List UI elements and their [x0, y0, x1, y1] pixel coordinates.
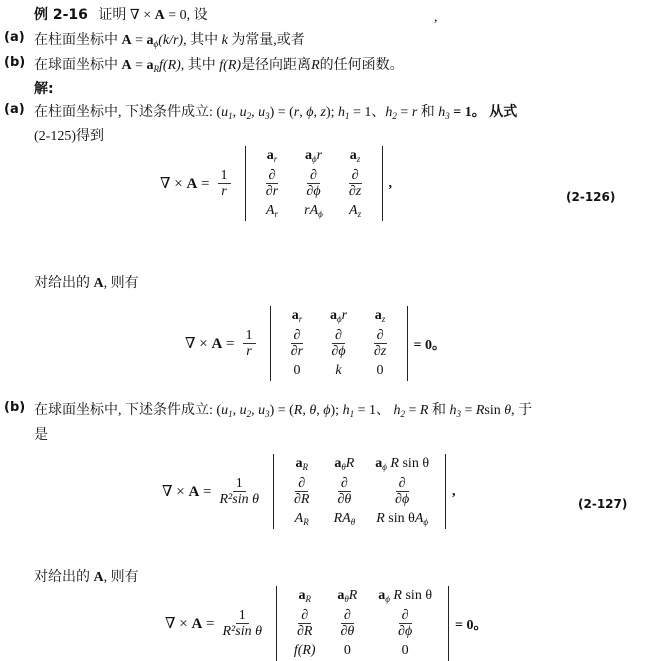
scale-fraction: [223, 608, 262, 639]
text-segment: sin θ: [398, 456, 430, 471]
partial-derivative: [331, 328, 345, 359]
text-segment: a: [298, 588, 306, 603]
text-segment: u: [258, 403, 266, 418]
determinant-table: [283, 586, 442, 661]
given-a: [34, 29, 305, 49]
text-segment: 在球面坐标中, 下述条件成立: (: [34, 403, 222, 418]
text-segment: ϕ: [323, 403, 331, 418]
text-segment: A: [121, 58, 132, 73]
text-segment: ϕ: [336, 314, 342, 324]
partial-derivative: [374, 328, 387, 359]
partial-denominator: ∂ϕ: [306, 184, 321, 199]
text-segment: u: [258, 105, 266, 120]
text-segment: a: [374, 308, 382, 323]
vector-A: A: [188, 484, 200, 500]
text-segment: ) = (: [269, 403, 294, 418]
determinant-cell: [277, 326, 318, 361]
text-segment: 对给出的: [34, 276, 94, 291]
determinant-cell: [365, 509, 439, 529]
text-segment: a: [334, 456, 342, 471]
text-segment: );: [325, 105, 339, 120]
text-segment: sin θ: [384, 511, 415, 526]
determinant: [276, 586, 449, 661]
partial-denominator: ∂θ: [340, 624, 355, 639]
text-segment: ϕ: [385, 594, 390, 604]
text-segment: ϕ: [382, 462, 387, 472]
partial-denominator: ∂θ: [337, 492, 352, 507]
partial-numerator: ∂: [374, 328, 387, 344]
curl-lhs: [165, 614, 215, 633]
text-segment: z: [381, 314, 386, 324]
determinant-table: [277, 306, 401, 381]
partial-denominator: ∂ϕ: [331, 344, 346, 359]
text-segment: =: [131, 33, 147, 48]
text-segment: f(R): [219, 58, 242, 73]
fraction-numerator: 1: [236, 608, 249, 624]
text-segment: 1: [345, 111, 350, 121]
text-segment: ,: [232, 403, 240, 418]
equation-number-2-126: (2-126): [566, 190, 616, 204]
partial-denominator: ∂r: [265, 184, 279, 199]
partial-numerator: ∂: [291, 328, 304, 344]
text-segment: θ: [504, 403, 512, 418]
text-segment: sin θ: [401, 588, 433, 603]
determinant-cell: [335, 146, 376, 166]
partial-numerator: ∂: [341, 608, 354, 624]
determinant-row: [277, 361, 401, 381]
text-segment: 3: [265, 111, 270, 121]
text-segment: 2: [400, 409, 405, 419]
determinant-cell: [317, 306, 359, 326]
vector-A: A: [211, 336, 223, 352]
determinant-cell: [323, 509, 365, 529]
text-segment: , 于: [511, 403, 533, 418]
determinant-cell: [335, 201, 376, 221]
partial-derivative: [337, 476, 351, 507]
text-segment: A: [294, 511, 304, 526]
partial-denominator: ∂r: [290, 344, 304, 359]
text-segment: r: [298, 314, 303, 324]
determinant-cell: [365, 474, 439, 509]
determinant-row: [277, 306, 401, 326]
text-segment: A: [93, 276, 104, 291]
text-segment: =: [396, 105, 412, 120]
equation-2-127: [162, 454, 456, 529]
text-segment: 3: [265, 409, 270, 419]
partial-denominator: ∂ϕ: [395, 492, 410, 507]
text-segment: u: [239, 105, 247, 120]
text-segment: (k/r): [158, 33, 184, 48]
text-segment: u: [239, 403, 247, 418]
vector-A: A: [191, 616, 203, 632]
partial-numerator: ∂: [338, 476, 351, 492]
nabla-cross: ∇ ×: [165, 616, 192, 632]
determinant-row: [252, 201, 376, 221]
text-segment: A: [265, 203, 275, 218]
determinant-table: [252, 146, 376, 221]
text-segment: 0: [343, 643, 351, 658]
partial-derivative: [294, 476, 309, 507]
text-segment: 1: [228, 409, 233, 419]
determinant-cell: [326, 586, 368, 606]
text-segment: r: [316, 148, 323, 163]
partial-denominator: ∂ϕ: [398, 624, 413, 639]
text-segment: z: [320, 105, 326, 120]
equation-a-result: [185, 306, 446, 381]
text-segment: ϕ: [306, 105, 314, 120]
text-segment: 和: [417, 105, 439, 120]
equation-suffix: ,: [388, 175, 393, 191]
text-segment: RA: [333, 511, 351, 526]
part-b-label: (b): [4, 55, 26, 70]
fraction-denominator: r: [221, 184, 227, 199]
stray-mark: ,: [434, 10, 438, 25]
text-segment: u: [221, 403, 229, 418]
text-segment: h: [338, 105, 346, 120]
text-segment: R: [305, 594, 311, 604]
determinant-row: [277, 326, 401, 361]
scale-fraction: [218, 168, 231, 199]
sol-b-line2: 是: [34, 428, 48, 443]
equation-2-126: [160, 146, 392, 221]
partial-denominator: ∂R: [296, 624, 313, 639]
text-segment: 1: [349, 409, 355, 419]
example-statement: [98, 8, 207, 23]
determinant-row: [283, 641, 442, 661]
determinant-cell: [292, 146, 334, 166]
text-segment: z: [357, 209, 362, 219]
determinant-cell: [277, 361, 318, 381]
determinant-cell: [292, 201, 334, 221]
text-segment: k: [335, 363, 342, 378]
text-segment: R: [376, 511, 385, 526]
text-segment: 为常量,或者: [227, 33, 305, 48]
equals: =: [197, 176, 210, 192]
text-segment: θ: [341, 462, 346, 472]
text-segment: ,: [299, 105, 307, 120]
sol-a-line1: [34, 101, 517, 121]
determinant-cell: [252, 146, 293, 166]
text-segment: 0: [401, 643, 409, 658]
scale-fraction: [220, 476, 259, 507]
part-a-label: (a): [4, 30, 25, 45]
text-segment: ,: [313, 105, 321, 120]
text-segment: ∇ ×: [129, 8, 155, 23]
determinant: [273, 454, 446, 529]
text-segment: a: [349, 148, 357, 163]
determinant-cell: [252, 201, 293, 221]
text-segment: 对给出的: [34, 570, 94, 585]
text-segment: r: [273, 154, 278, 164]
text-segment: ϕ: [318, 209, 323, 219]
text-segment: R: [293, 403, 303, 418]
equals: =: [222, 336, 235, 352]
text-segment: 证明: [98, 8, 130, 23]
fraction-denominator: R²sin θ: [222, 624, 262, 639]
text-segment: A: [414, 511, 424, 526]
determinant-cell: [368, 641, 442, 661]
sol-b-label: (b): [4, 400, 26, 415]
text-segment: =: [131, 58, 147, 73]
determinant-row: [283, 606, 442, 641]
partial-derivative: [297, 608, 312, 639]
determinant-cell: [292, 166, 334, 201]
text-segment: ,: [251, 403, 259, 418]
nabla-cross: ∇ ×: [162, 484, 189, 500]
partial-numerator: ∂: [332, 328, 345, 344]
text-segment: a: [146, 58, 154, 73]
text-segment: 在柱面坐标中: [34, 33, 122, 48]
determinant: [270, 306, 408, 381]
text-segment: );: [330, 403, 343, 418]
text-segment: , 其中: [183, 33, 222, 48]
text-segment: R: [345, 456, 355, 471]
text-segment: a: [304, 148, 312, 163]
text-segment: R: [303, 517, 309, 527]
example-heading: [34, 4, 208, 24]
text-segment: a: [295, 456, 303, 471]
partial-derivative: [395, 476, 409, 507]
text-segment: = 0, 设: [164, 8, 208, 23]
nabla-cross: ∇ ×: [185, 336, 212, 352]
fraction-numerator: 1: [243, 328, 256, 344]
equation-suffix: = 0。: [413, 337, 446, 353]
text-segment: A: [121, 33, 132, 48]
text-segment: A: [154, 8, 165, 23]
partial-denominator: ∂z: [348, 184, 362, 199]
text-segment: h: [342, 403, 350, 418]
fraction-denominator: r: [246, 344, 252, 359]
text-segment: 0: [293, 363, 301, 378]
determinant-cell: [277, 306, 318, 326]
determinant-cell: [360, 306, 401, 326]
text-segment: z: [356, 154, 361, 164]
text-segment: θ: [309, 403, 317, 418]
text-segment: 1: [228, 111, 233, 121]
determinant-table: [280, 454, 439, 529]
determinant-cell: [280, 474, 323, 509]
text-segment: f(R): [293, 643, 316, 658]
fraction-numerator: 1: [233, 476, 246, 492]
partial-derivative: [266, 168, 279, 199]
text-segment: A: [349, 203, 358, 218]
partial-derivative: [340, 608, 354, 639]
determinant-cell: [335, 166, 376, 201]
determinant-cell: [317, 326, 359, 361]
curl-lhs: [185, 334, 235, 353]
determinant-row: [252, 166, 376, 201]
text-segment: h: [438, 105, 446, 120]
determinant-row: [280, 454, 439, 474]
text-segment: 是径向距离: [241, 58, 312, 73]
text-segment: sin: [484, 403, 505, 418]
text-segment: a: [329, 308, 337, 323]
fraction-denominator: R²sin θ: [219, 492, 259, 507]
text-segment: r: [293, 105, 300, 120]
text-segment: = 1。 从式: [449, 105, 518, 120]
text-segment: ϕ: [423, 517, 429, 527]
text-segment: 2: [246, 111, 252, 121]
text-segment: , 其中: [180, 58, 220, 73]
partial-derivative: [291, 328, 304, 359]
partial-numerator: ∂: [349, 168, 362, 184]
text-segment: A: [93, 570, 104, 585]
determinant-cell: [323, 454, 365, 474]
text-segment: R: [302, 462, 308, 472]
determinant: [245, 146, 383, 221]
given-A-text-2: [34, 566, 139, 586]
text-segment: R: [389, 588, 402, 603]
determinant-cell: [323, 474, 365, 509]
text-segment: ,: [316, 403, 324, 418]
text-segment: h: [385, 105, 393, 120]
vector-A: A: [186, 176, 198, 192]
text-segment: a: [378, 588, 386, 603]
determinant-cell: [326, 606, 368, 641]
determinant-cell: [368, 586, 442, 606]
partial-numerator: ∂: [266, 168, 279, 184]
curl-lhs: [162, 482, 212, 501]
curl-lhs: [160, 174, 210, 193]
partial-denominator: ∂z: [373, 344, 387, 359]
sol-a-line2: (2-125)得到: [34, 129, 104, 144]
text-segment: 2: [246, 409, 252, 419]
text-segment: 3: [456, 409, 461, 419]
text-segment: 的任何函数。: [319, 58, 404, 73]
fraction-numerator: 1: [218, 168, 231, 184]
determinant-row: [280, 509, 439, 529]
text-segment: 3: [445, 111, 450, 121]
equation-number-2-127: (2-127): [578, 497, 628, 511]
text-segment: a: [266, 148, 274, 163]
text-segment: r: [341, 308, 348, 323]
text-segment: ,: [251, 105, 259, 120]
text-segment: 在柱面坐标中, 下述条件成立: (: [34, 105, 222, 120]
determinant-cell: [326, 641, 368, 661]
partial-numerator: ∂: [295, 476, 308, 492]
text-segment: R: [153, 64, 160, 74]
text-segment: ,: [302, 403, 310, 418]
sol-a-label: (a): [4, 102, 25, 117]
determinant-cell: [368, 606, 442, 641]
partial-numerator: ∂: [307, 168, 320, 184]
text-segment: ) = (: [269, 105, 294, 120]
equals: =: [199, 484, 212, 500]
equation-suffix: = 0。: [455, 617, 488, 633]
determinant-cell: [360, 326, 401, 361]
scale-fraction: [243, 328, 256, 359]
text-segment: , 则有: [103, 570, 139, 585]
determinant-cell: [283, 586, 326, 606]
text-segment: R: [386, 456, 399, 471]
determinant-cell: [283, 606, 326, 641]
example-title: 例 2-16: [34, 7, 88, 23]
determinant-cell: [360, 361, 401, 381]
determinant-cell: [280, 454, 323, 474]
determinant-row: [280, 474, 439, 509]
determinant-cell: [280, 509, 323, 529]
text-segment: = 1、: [354, 403, 394, 418]
equation-b-result: [165, 586, 488, 661]
text-segment: 在球面坐标中: [34, 58, 122, 73]
text-segment: , 则有: [103, 276, 139, 291]
text-segment: = 1、: [349, 105, 386, 120]
sol-b-line1: [34, 399, 532, 419]
text-segment: R: [419, 403, 429, 418]
text-segment: θ: [350, 517, 356, 527]
given-A-text-1: [34, 272, 139, 292]
text-segment: r: [411, 105, 418, 120]
equation-suffix: ,: [452, 483, 456, 499]
text-segment: a: [375, 456, 383, 471]
partial-derivative: [306, 168, 320, 199]
text-segment: =: [460, 403, 476, 418]
text-segment: ϕ: [153, 39, 159, 49]
nabla-cross: ∇ ×: [160, 176, 187, 192]
partial-numerator: ∂: [298, 608, 311, 624]
determinant-cell: [283, 641, 326, 661]
partial-numerator: ∂: [396, 476, 409, 492]
equals: =: [202, 616, 215, 632]
text-segment: ,: [232, 105, 240, 120]
text-segment: k: [221, 33, 228, 48]
partial-numerator: ∂: [399, 608, 412, 624]
text-segment: 和: [428, 403, 450, 418]
solution-label: 解:: [34, 81, 54, 97]
text-segment: 0: [376, 363, 384, 378]
text-segment: u: [221, 105, 229, 120]
text-segment: θ: [344, 594, 349, 604]
text-segment: f(R): [159, 58, 181, 73]
text-segment: a: [337, 588, 345, 603]
determinant-cell: [252, 166, 293, 201]
determinant-cell: [365, 454, 439, 474]
partial-derivative: [398, 608, 412, 639]
text-segment: h: [449, 403, 457, 418]
given-b: [34, 54, 404, 74]
text-segment: rA: [304, 203, 319, 218]
text-segment: a: [146, 33, 154, 48]
determinant-row: [283, 586, 442, 606]
text-segment: 2: [392, 111, 397, 121]
partial-denominator: ∂R: [293, 492, 310, 507]
text-segment: ϕ: [311, 154, 317, 164]
partial-derivative: [349, 168, 362, 199]
text-segment: h: [393, 403, 401, 418]
text-segment: =: [404, 403, 420, 418]
text-segment: a: [291, 308, 299, 323]
text-segment: R: [311, 58, 320, 73]
determinant-row: [252, 146, 376, 166]
text-segment: R: [475, 403, 485, 418]
text-segment: R: [348, 588, 358, 603]
determinant-cell: [317, 361, 359, 381]
text-segment: r: [274, 209, 278, 219]
